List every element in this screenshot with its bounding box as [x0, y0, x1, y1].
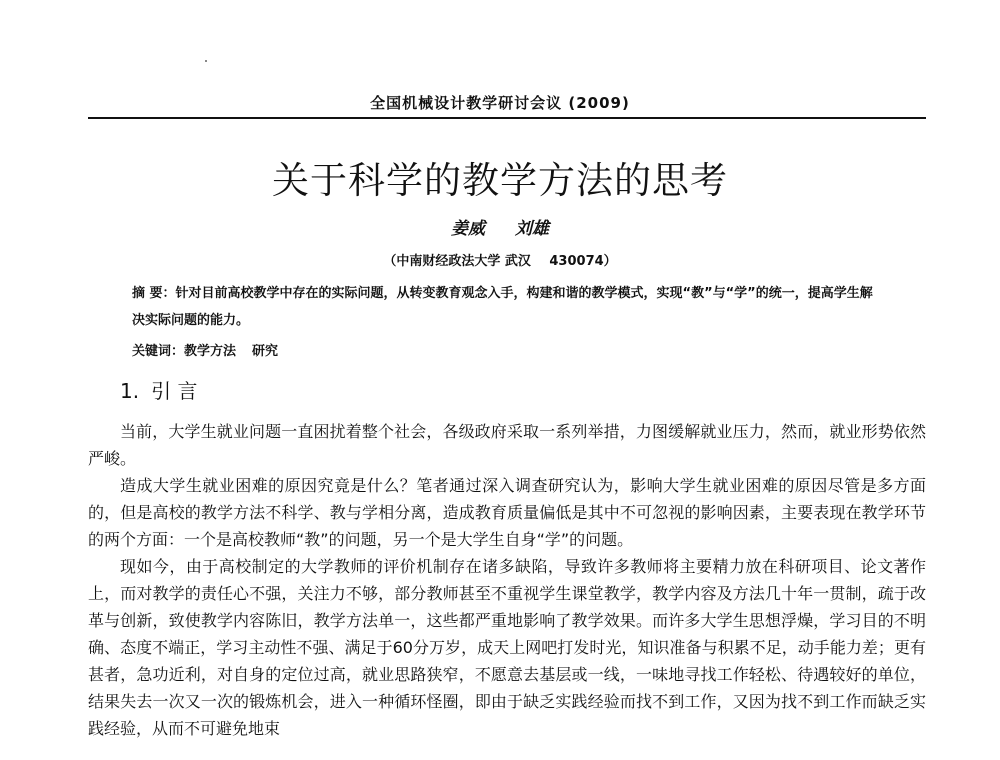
body-text [88, 418, 926, 742]
keyword: 研究 [252, 344, 279, 359]
abstract-label: 摘 要： [132, 286, 176, 301]
abstract [132, 280, 882, 334]
keyword: 教学方法 [184, 344, 237, 359]
author-name: 姜威 [451, 219, 486, 239]
running-header: 全国机械设计教学研讨会议 (2009) [370, 94, 630, 112]
author-name: 刘雄 [514, 219, 549, 239]
paragraph: 当前，大学生就业问题一直困扰着整个社会，各级政府采取一系列举措，力图缓解就业压力，然而，就业形势依然严峻。 [88, 422, 926, 468]
section-number: 1. [120, 379, 140, 403]
paragraph: 造成大学生就业困难的原因究竟是什么？笔者通过深入调查研究认为，影响大学生就业困难的原因尽管是多方面的，但是高校的教学方法不科学、教与学相分离，造成教育质量偏低是其中不可忽视的影响因素，主要表现在教学环节的两个方面：一个是高校教师“教”的问题，另一个是大学生自身“学”的问题。 [88, 476, 926, 549]
abstract-text: 针对目前高校教学中存在的实际问题，从转变教育观念入手，构建和谐的教学模式，实现“教”与“学”的统一，提高学生解决实际问题的能力。 [132, 286, 873, 328]
scan-speck [205, 60, 207, 62]
affiliation [0, 250, 1000, 269]
keywords-label: 关键词： [132, 344, 185, 359]
affiliation-institution: （中南财经政法大学 武汉 [383, 254, 531, 269]
author-list [0, 214, 1000, 239]
header-rule [88, 117, 926, 119]
section-title: 引 言 [151, 379, 198, 403]
section-heading [120, 375, 197, 404]
paper-title: 关于科学的教学方法的思考 [272, 159, 728, 202]
paragraph: 现如今，由于高校制定的大学教师的评价机制存在诸多缺陷，导致许多教师将主要精力放在科研项目、论文著作上，而对教学的责任心不强，关注力不够，部分教师甚至不重视学生课堂教学，教学内容及方法几十年一贯制，疏于改革与创新，致使教学内容陈旧，教学方法单一，这些都严重地影响了教学效果。而许多大学生思想浮燥，学习目的不明确、态度不端正，学习主动性不强、满足于60分万岁，成天上网吧打发时光，知识准备与积累不足，动手能力差；更有甚者，急功近利，对自身的定位过高，就业思路狭窄，不愿意去基层或一线，一味地寻找工作轻松、待遇较好的单位，结果失去一次又一次的锻炼机会，进入一种循环怪圈，即由于缺乏实践经验而找不到工作，又因为找不到工作而缺乏实践经验，从而不可避免地束 [88, 557, 926, 738]
keywords [132, 340, 882, 359]
affiliation-postcode: 430074） [549, 254, 617, 269]
